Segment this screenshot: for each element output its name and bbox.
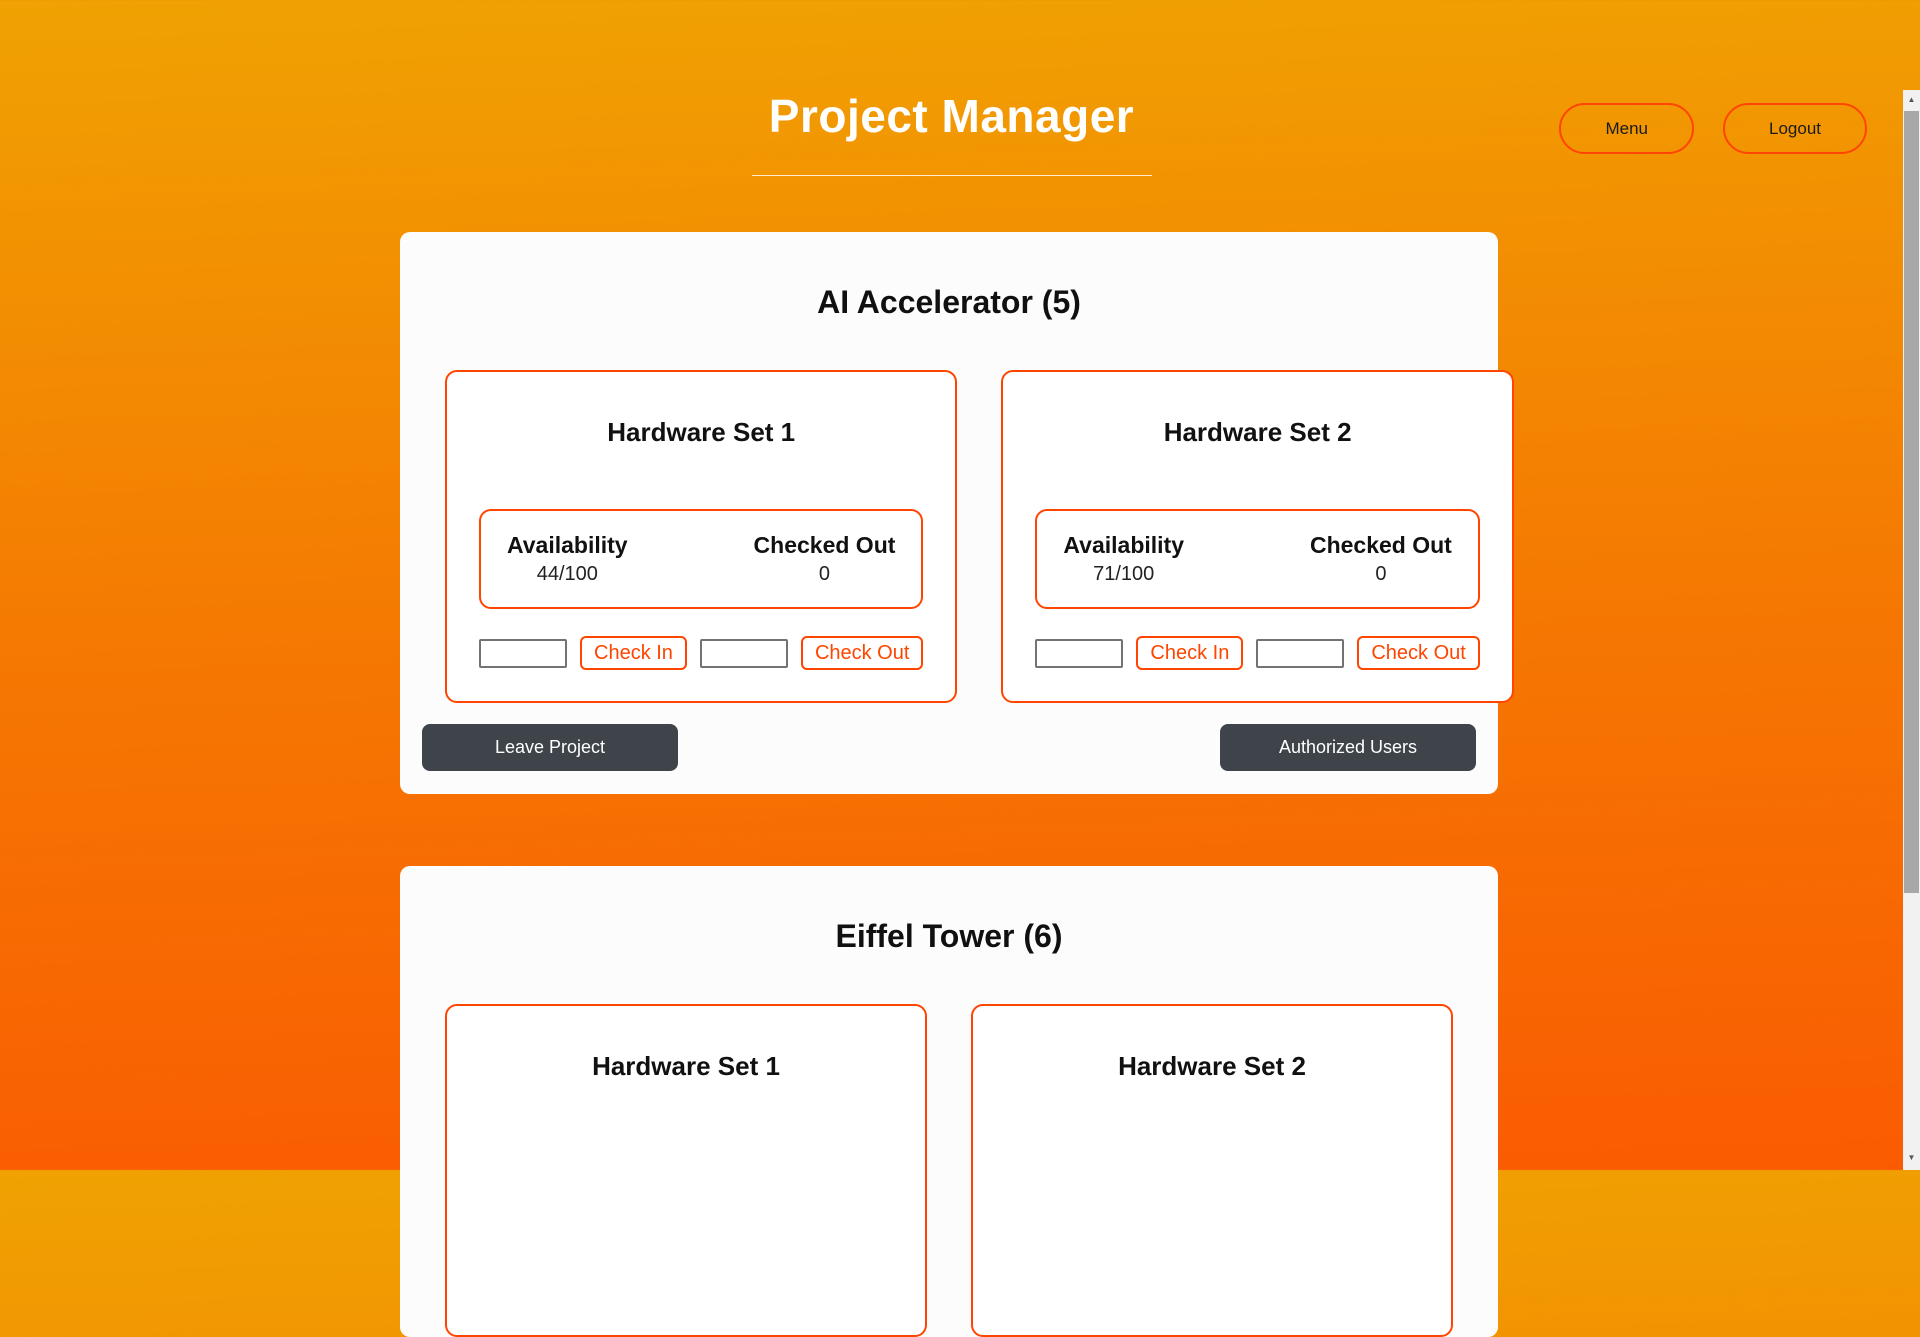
check-out-button[interactable]: Check Out	[801, 636, 923, 670]
project-title: Eiffel Tower (6)	[835, 918, 1063, 954]
hardware-sets-row	[445, 370, 1466, 703]
availability-stat	[1063, 530, 1184, 588]
checked-out-label: Checked Out	[753, 532, 896, 558]
hardware-set-2-panel	[1001, 370, 1513, 703]
checked-out-label: Checked Out	[1309, 532, 1452, 558]
scrollbar[interactable]	[1903, 90, 1920, 1170]
hardware-set-2-panel	[971, 1004, 1453, 1337]
project-title: AI Accelerator (5)	[817, 284, 1081, 320]
check-in-button[interactable]: Check In	[1136, 636, 1243, 670]
page-title: Project Manager	[768, 90, 1135, 142]
project-actions-row	[422, 724, 1476, 794]
checked-out-stat	[754, 530, 896, 588]
leave-project-button[interactable]: Leave Project	[422, 724, 678, 771]
hardware-set-1-panel	[445, 370, 957, 703]
hardware-set-title: Hardware Set 2	[1118, 1051, 1306, 1081]
availability-value: 71/100	[1093, 563, 1155, 585]
check-in-button[interactable]: Check In	[580, 636, 687, 670]
hardware-set-stats	[1035, 509, 1479, 609]
check-in-out-row	[1035, 636, 1479, 670]
check-in-quantity-input[interactable]	[1035, 639, 1123, 668]
checked-out-stat	[1310, 530, 1452, 588]
authorized-users-button[interactable]: Authorized Users	[1220, 724, 1476, 771]
hardware-set-1-panel	[445, 1004, 927, 1337]
project-card-ai-accelerator	[400, 232, 1498, 794]
hardware-set-title: Hardware Set 1	[592, 1051, 780, 1081]
availability-label: Availability	[507, 532, 628, 558]
hardware-sets-row	[445, 1004, 1453, 1337]
availability-stat	[507, 530, 628, 588]
logout-button[interactable]: Logout	[1723, 103, 1867, 154]
hardware-set-title: Hardware Set 1	[607, 417, 796, 447]
availability-label: Availability	[1063, 532, 1185, 558]
menu-button[interactable]: Menu	[1559, 103, 1694, 154]
hardware-set-stats	[479, 509, 923, 609]
check-in-out-row	[479, 636, 923, 670]
scroll-up-icon[interactable]: ▲	[1907, 95, 1916, 104]
checked-out-value: 0	[1375, 563, 1387, 585]
scrollbar-thumb[interactable]	[1904, 111, 1919, 893]
project-card-eiffel-tower	[400, 866, 1498, 1337]
check-out-button[interactable]: Check Out	[1357, 636, 1479, 670]
check-out-quantity-input[interactable]	[700, 639, 788, 668]
check-in-quantity-input[interactable]	[479, 639, 567, 668]
check-out-quantity-input[interactable]	[1256, 639, 1344, 668]
topbar	[1559, 103, 1867, 154]
title-underline	[752, 175, 1152, 176]
availability-value: 44/100	[536, 563, 598, 585]
checked-out-value: 0	[818, 563, 831, 585]
scroll-down-icon[interactable]: ▼	[1907, 1153, 1916, 1162]
hardware-set-title: Hardware Set 2	[1163, 417, 1352, 447]
